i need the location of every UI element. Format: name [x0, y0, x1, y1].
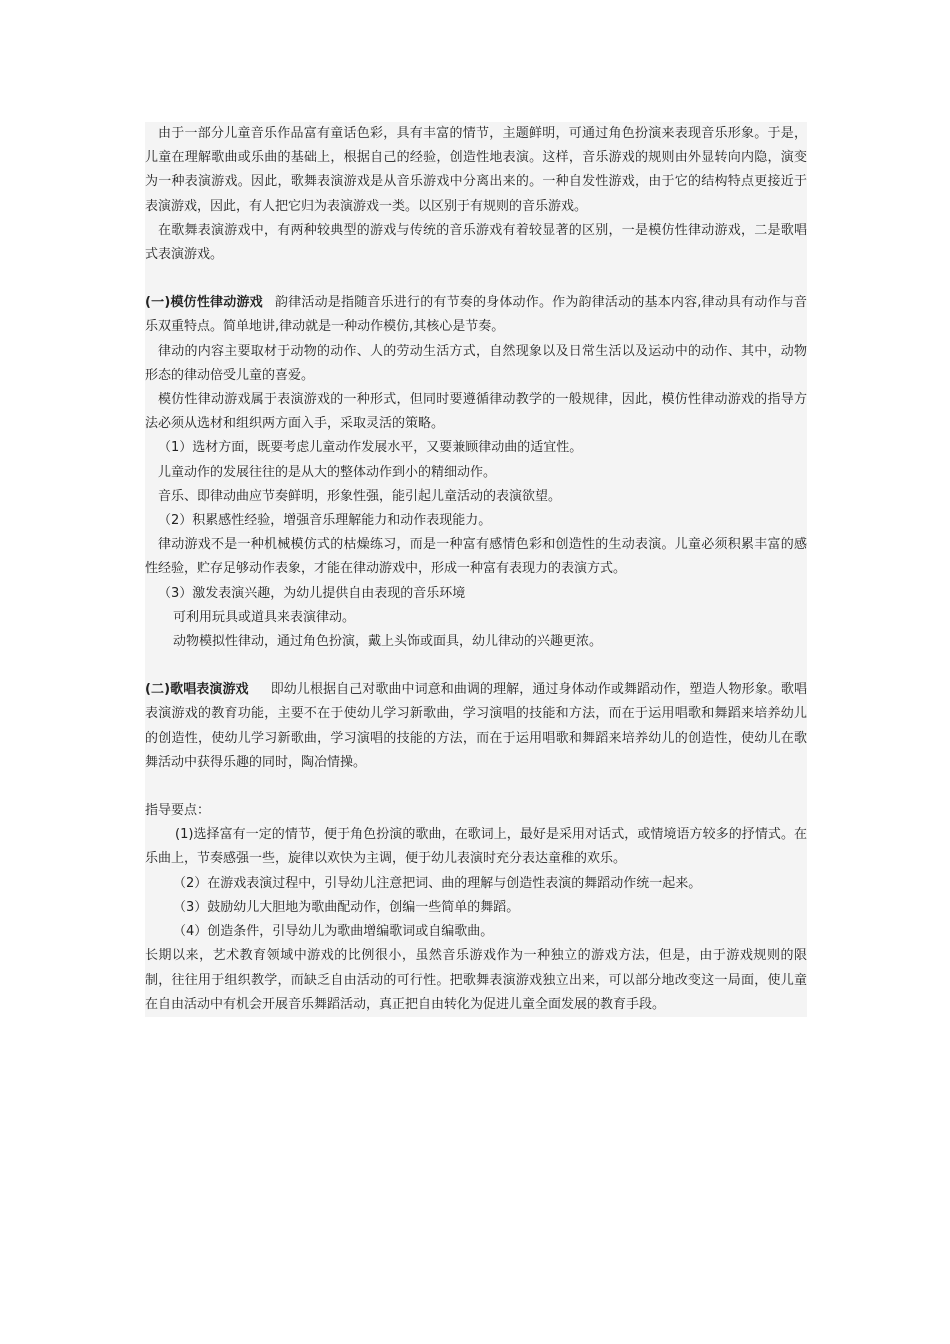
- section-two-text: 即幼儿根据自己对歌曲中词意和曲调的理解，通过身体动作或舞蹈动作，塑造人物形象。歌唱表演游戏的教育功能，主要不在于使幼儿学习新歌曲，学习演唱的技能和方法，而在于运用唱歌和舞蹈来培养幼儿的创造性，使幼儿学习新歌曲，学习演唱的技能的方法，而在于运用唱歌和舞蹈来培养幼儿的创造性，使幼儿在歌舞活动中获得乐趣的同时，陶冶情操。: [145, 682, 807, 770]
- guide-point-3: （3）鼓励幼儿大胆地为歌曲配动作，创编一些简单的舞蹈。: [173, 899, 520, 915]
- section-one-text: 韵律活动是指随音乐进行的有节奏的身体动作。作为韵律活动的基本内容,律动具有动作与音乐双重特点。简单地讲,律动就是一种动作模仿,其核心是节奏。: [145, 295, 807, 335]
- guide-point-1: (1)选择富有一定的情节，便于角色扮演的歌曲，在歌词上，最好是采用对话式，或情境语方较多的抒情式。在乐曲上，节奏感强一些，旋律以欢快为主调，便于幼儿表演时充分表达童稚的欢乐。: [145, 827, 807, 867]
- item-selection-detail-a: 儿童动作的发展往往的是从大的整体动作到小的精细动作。: [158, 464, 497, 480]
- document-body: [145, 122, 807, 1017]
- item-interest-detail-a: 可利用玩具或道具来表演律动。: [173, 609, 356, 625]
- item-interest-detail-b: 动物模拟性律动，通过角色扮演，戴上头饰或面具，幼儿律动的兴趣更浓。: [173, 634, 603, 650]
- section-two-paragraph: [145, 678, 807, 775]
- item-selection-detail-b: 音乐、即律动曲应节奏鲜明，形象性强，能引起儿童活动的表演欲望。: [158, 488, 562, 504]
- section-one-heading: (一)模仿性律动游戏: [145, 295, 263, 311]
- guide-point-4: （4）创造条件，引导幼儿为歌曲增编歌词或自编歌曲。: [173, 924, 494, 940]
- paragraph-rhythm-game: 模仿性律动游戏属于表演游戏的一种形式，但同时要遵循律动教学的一般规律，因此，模仿性律动游戏的指导方法必须从选材和组织两方面入手，采取灵活的策略。: [145, 392, 807, 432]
- paragraph-rhythm-content: 律动的内容主要取材于动物的动作、人的劳动生活方式，自然现象以及日常生活以及运动中的动作、其中，动物形态的律动倍受儿童的喜爱。: [145, 343, 807, 383]
- guide-point-2: （2）在游戏表演过程中，引导幼儿注意把词、曲的理解与创造性表演的舞蹈动作统一起来。: [173, 875, 702, 891]
- spacer: [145, 654, 807, 678]
- guide-title: 指导要点：: [145, 803, 211, 819]
- section-one-paragraph: [145, 291, 807, 339]
- paragraph-conclusion: 长期以来，艺术教育领域中游戏的比例很小，虽然音乐游戏作为一种独立的游戏方法，但是，由于游戏规则的限制，往往用于组织教学，而缺乏自由活动的可行性。把歌舞表演游戏独立出来，可以部分地改变这一局面，使儿童在自由活动中有机会开展音乐舞蹈活动，真正把自由转化为促进儿童全面发展的教育手段。: [145, 948, 807, 1012]
- item-interest: （3）激发表演兴趣，为幼儿提供自由表现的音乐环境: [158, 585, 466, 601]
- section-two-heading: (二)歌唱表演游戏: [145, 682, 249, 698]
- spacer: [145, 267, 807, 291]
- spacer: [145, 775, 807, 799]
- item-selection: （1）选材方面，既要考虑儿童动作发展水平，又要兼顾律动曲的适宜性。: [158, 440, 583, 456]
- item-experience-detail: 律动游戏不是一种机械模仿式的枯燥练习，而是一种富有感情色彩和创造性的生动表演。儿童必须积累丰富的感性经验，贮存足够动作表象，才能在律动游戏中，形成一种富有表现力的表演方式。: [145, 537, 807, 577]
- paragraph-two-types: 在歌舞表演游戏中，有两种较典型的游戏与传统的音乐游戏有着较显著的区别，一是模仿性律动游戏，二是歌唱式表演游戏。: [145, 222, 807, 263]
- paragraph-intro: 由于一部分儿童音乐作品富有童话色彩，具有丰富的情节，主题鲜明，可通过角色扮演来表现音乐形象。于是，儿童在理解歌曲或乐曲的基础上，根据自己的经验，创造性地表演。这样，音乐游戏的规则由外显转向内隐，演变为一种表演游戏。因此，歌舞表演游戏是从音乐游戏中分离出来的。一种自发性游戏，由于它的结构特点更接近于表演游戏，因此，有人把它归为表演游戏一类。以区别于有规则的音乐游戏。: [145, 126, 807, 214]
- item-experience: （2）积累感性经验，增强音乐理解能力和动作表现能力。: [158, 513, 492, 529]
